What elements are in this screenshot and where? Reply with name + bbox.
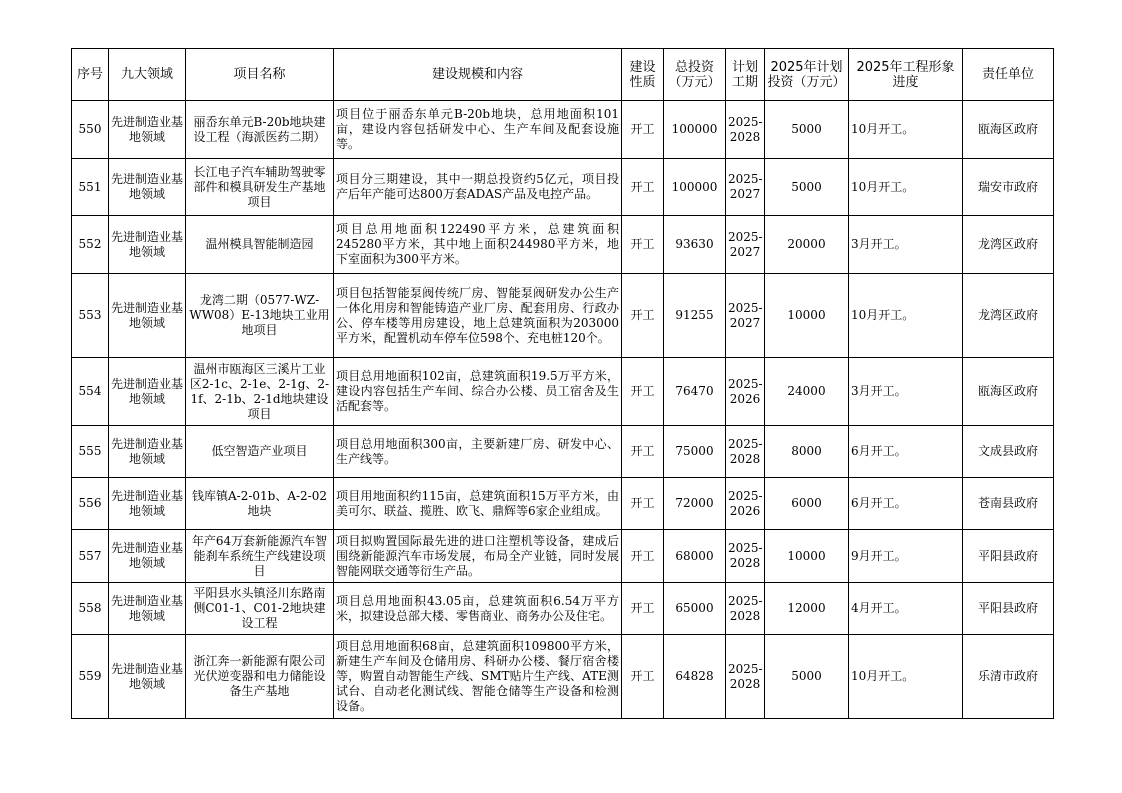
cell-plan: 5000 [765, 101, 849, 159]
cell-nature: 开工 [622, 530, 664, 583]
cell-total: 72000 [664, 478, 726, 530]
cell-field: 先进制造业基地领域 [109, 101, 186, 159]
table-row [72, 583, 1054, 635]
cell-content: 项目分三期建设，其中一期总投资约5亿元，项目投产后年产能可达800万套ADAS产品及电控产品。 [334, 159, 622, 216]
header-period: 计划工期 [726, 49, 765, 101]
cell-content: 项目用地面积约115亩，总建筑面积15万平方米，由美可尔、联益、揽胜、欧飞、鼎辉等6家企业组成。 [334, 478, 622, 530]
cell-nature: 开工 [622, 635, 664, 719]
cell-plan: 5000 [765, 159, 849, 216]
cell-progress: 10月开工。 [849, 635, 963, 719]
header-no: 序号 [72, 49, 109, 101]
cell-nature: 开工 [622, 274, 664, 358]
header-plan: 2025年计划投资（万元） [765, 49, 849, 101]
cell-plan: 12000 [765, 583, 849, 635]
cell-plan: 20000 [765, 216, 849, 274]
cell-content: 项目总用地面积300亩，主要新建厂房、研发中心、生产线等。 [334, 426, 622, 478]
cell-content: 项目总用地面积43.05亩，总建筑面积6.54万平方米，拟建设总部大楼、零售商业、商务办公及住宅。 [334, 583, 622, 635]
cell-progress: 9月开工。 [849, 530, 963, 583]
cell-period: 2025-2026 [726, 478, 765, 530]
table-row [72, 426, 1054, 478]
cell-plan: 10000 [765, 274, 849, 358]
table-row [72, 358, 1054, 426]
cell-no: 556 [72, 478, 109, 530]
cell-period: 2025-2028 [726, 530, 765, 583]
table-row [72, 101, 1054, 159]
cell-progress: 3月开工。 [849, 216, 963, 274]
cell-period: 2025-2027 [726, 159, 765, 216]
table-row [72, 530, 1054, 583]
cell-nature: 开工 [622, 216, 664, 274]
cell-content: 项目包括智能泵阀传统厂房、智能泵阀研发办公生产一体化用房和智能铸造产业厂房、配套用房、行政办公、停车楼等用房建设，地上总建筑面积为203000平方米，配置机动车停车位598个、充电桩120个。 [334, 274, 622, 358]
cell-field: 先进制造业基地领域 [109, 478, 186, 530]
cell-progress: 6月开工。 [849, 426, 963, 478]
cell-total: 91255 [664, 274, 726, 358]
header-total: 总投资（万元） [664, 49, 726, 101]
cell-name: 浙江奔一新能源有限公司光伏逆变器和电力储能设备生产基地 [186, 635, 334, 719]
cell-period: 2025-2026 [726, 358, 765, 426]
cell-name: 龙湾二期（0577-WZ-WW08）E-13地块工业用地项目 [186, 274, 334, 358]
cell-no: 552 [72, 216, 109, 274]
cell-total: 100000 [664, 101, 726, 159]
table-row [72, 216, 1054, 274]
cell-plan: 6000 [765, 478, 849, 530]
cell-nature: 开工 [622, 478, 664, 530]
cell-field: 先进制造业基地领域 [109, 358, 186, 426]
table-body [72, 101, 1054, 719]
header-name: 项目名称 [186, 49, 334, 101]
header-unit: 责任单位 [963, 49, 1054, 101]
cell-name: 丽岙东单元B-20b地块建设工程（海派医药二期） [186, 101, 334, 159]
cell-nature: 开工 [622, 159, 664, 216]
cell-period: 2025-2028 [726, 583, 765, 635]
cell-no: 554 [72, 358, 109, 426]
cell-unit: 瓯海区政府 [963, 101, 1054, 159]
cell-field: 先进制造业基地领域 [109, 216, 186, 274]
cell-nature: 开工 [622, 358, 664, 426]
cell-total: 93630 [664, 216, 726, 274]
cell-total: 68000 [664, 530, 726, 583]
cell-plan: 24000 [765, 358, 849, 426]
table-row [72, 635, 1054, 719]
cell-content: 项目位于丽岙东单元B-20b地块，总用地面积101亩，建设内容包括研发中心、生产车间及配套设施等。 [334, 101, 622, 159]
cell-name: 温州市瓯海区三溪片工业区2-1c、2-1e、2-1g、2-1f、2-1b、2-1d地块建设项目 [186, 358, 334, 426]
table-row [72, 159, 1054, 216]
cell-unit: 龙湾区政府 [963, 274, 1054, 358]
cell-field: 先进制造业基地领域 [109, 274, 186, 358]
cell-field: 先进制造业基地领域 [109, 583, 186, 635]
cell-no: 553 [72, 274, 109, 358]
header-row [72, 49, 1054, 101]
cell-content: 项目总用地面积122490平方米，总建筑面积245280平方米，其中地上面积244980平方米，地下室面积为300平方米。 [334, 216, 622, 274]
table-row [72, 478, 1054, 530]
project-table [71, 48, 1054, 719]
cell-period: 2025-2028 [726, 635, 765, 719]
cell-field: 先进制造业基地领域 [109, 530, 186, 583]
cell-no: 555 [72, 426, 109, 478]
cell-total: 75000 [664, 426, 726, 478]
cell-period: 2025-2028 [726, 426, 765, 478]
cell-unit: 瓯海区政府 [963, 358, 1054, 426]
cell-field: 先进制造业基地领域 [109, 426, 186, 478]
cell-name: 钱库镇A-2-01b、A-2-02地块 [186, 478, 334, 530]
cell-progress: 6月开工。 [849, 478, 963, 530]
cell-unit: 乐清市政府 [963, 635, 1054, 719]
cell-total: 100000 [664, 159, 726, 216]
cell-name: 年产64万套新能源汽车智能刹车系统生产线建设项目 [186, 530, 334, 583]
cell-progress: 3月开工。 [849, 358, 963, 426]
cell-total: 65000 [664, 583, 726, 635]
cell-name: 长江电子汽车辅助驾驶零部件和模具研发生产基地项目 [186, 159, 334, 216]
cell-unit: 平阳县政府 [963, 530, 1054, 583]
cell-field: 先进制造业基地领域 [109, 159, 186, 216]
cell-unit: 文成县政府 [963, 426, 1054, 478]
header-nature: 建设性质 [622, 49, 664, 101]
cell-no: 558 [72, 583, 109, 635]
cell-content: 项目拟购置国际最先进的进口注塑机等设备，建成后围绕新能源汽车市场发展，布局全产业链，同时发展智能网联交通等衍生产品。 [334, 530, 622, 583]
cell-no: 550 [72, 101, 109, 159]
cell-period: 2025-2027 [726, 216, 765, 274]
header-content: 建设规模和内容 [334, 49, 622, 101]
header-field: 九大领域 [109, 49, 186, 101]
cell-plan: 5000 [765, 635, 849, 719]
cell-content: 项目总用地面积102亩，总建筑面积19.5万平方米，建设内容包括生产车间、综合办公楼、员工宿舍及生活配套等。 [334, 358, 622, 426]
cell-no: 551 [72, 159, 109, 216]
cell-nature: 开工 [622, 583, 664, 635]
cell-total: 64828 [664, 635, 726, 719]
cell-unit: 平阳县政府 [963, 583, 1054, 635]
cell-plan: 10000 [765, 530, 849, 583]
table-row [72, 274, 1054, 358]
cell-nature: 开工 [622, 101, 664, 159]
cell-progress: 10月开工。 [849, 159, 963, 216]
cell-total: 76470 [664, 358, 726, 426]
cell-nature: 开工 [622, 426, 664, 478]
cell-name: 平阳县水头镇泾川东路南侧C01-1、C01-2地块建设工程 [186, 583, 334, 635]
cell-period: 2025-2028 [726, 101, 765, 159]
cell-no: 557 [72, 530, 109, 583]
cell-plan: 8000 [765, 426, 849, 478]
cell-content: 项目总用地面积68亩，总建筑面积109800平方米，新建生产车间及仓储用房、科研办公楼、餐厅宿舍楼等，购置自动智能生产线、SMT贴片生产线、ATE测试台、自动老化测试线、智能仓储等生产设备和检测设备。 [334, 635, 622, 719]
cell-period: 2025-2027 [726, 274, 765, 358]
cell-progress: 10月开工。 [849, 101, 963, 159]
cell-name: 低空智造产业项目 [186, 426, 334, 478]
cell-unit: 瑞安市政府 [963, 159, 1054, 216]
cell-progress: 10月开工。 [849, 274, 963, 358]
header-progress: 2025年工程形象进度 [849, 49, 963, 101]
cell-name: 温州模具智能制造园 [186, 216, 334, 274]
cell-progress: 4月开工。 [849, 583, 963, 635]
cell-no: 559 [72, 635, 109, 719]
cell-unit: 龙湾区政府 [963, 216, 1054, 274]
cell-field: 先进制造业基地领域 [109, 635, 186, 719]
cell-unit: 苍南县政府 [963, 478, 1054, 530]
